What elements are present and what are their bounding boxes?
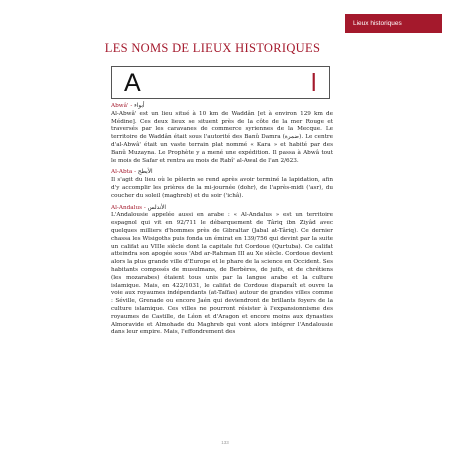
letter-latin: A	[124, 69, 141, 97]
page-number: 133	[221, 440, 229, 445]
letter-header	[111, 66, 330, 99]
entry-heading	[111, 103, 333, 111]
entry-text: Al-Abwâ' est un lieu situé à 10 km de Waddân [et à environ 129 km de Médine]. Ces deux lieux se situent près de la côte de la mer Rouge et traversés par les caravanes de commerce syriennes de la Mecque. Le territoire de Waddân était sous l'autorité des Banû Damra (ضمرة). Le centre d'al-Abwâ' était un vaste terrain plat nommé « Kara » et habité par des Banû Muzayna. Le Prophète y a mené une expédition. Il passa à Abwâ tout le mois de Safar et rentra au mois de Rabî' al-Awal de l'an 2/623.	[111, 110, 333, 164]
page-title: LES NOMS DE LIEUX HISTORIQUES	[104, 41, 321, 55]
entry-heading-latin: Al-Abta -	[111, 169, 137, 176]
section-tag: Lieux historiques	[345, 14, 442, 33]
entry-heading-arabic: الأندلس	[147, 204, 166, 211]
entry-heading-latin: Al-Andalus -	[111, 204, 146, 211]
entry-text: Il s'agit du lieu où le pèlerin se rend après avoir terminé la lapidation, afin d'y accomplir les prières de la mi-journée (dohr), de l'après-midi ('asr), du coucher du soleil (maghreb) et du soir ('ichâ).	[111, 177, 333, 199]
entry-text: L'Andalousie appelée aussi en arabe : « Al-Andalus » est un territoire espagnol qui vit en 92/711 le débarquement de Târiq ibn Ziyâd avec quelques milliers d'hommes près de Gibraltar (Jabal at-Târiq). Ce dernier chassa les Wisigoths puis fonda un émirat en 139/756 qui devint par la suite un califat au VIIIe siècle dont la capitale fut Cordoue (Qurtuba). Ce califat atteindra son apogée sous 'Abd ar-Rahman III au Xe siècle. Cordoue devient alors la plus grande ville d'Europe et le phare de la science en Occident. Ses habitants composés de musulmans, de Berbères, de juifs, et de chrétiens (les mozarabes) étaient tous unis par la langue arabe et la culture islamique. Mais, en 422/1031, le califat de Cordoue disparaît et ouvre la voie aux royaumes indépendants (at-Taïfas) autour de grandes villes comme : Séville, Grenade ou encore Jaén qui deviendront de brillants foyers de la culture islamique. Ces villes ne pourront résister à l'expansionnisme des royaumes de Castille, de Léon et d'Aragon et encore moins aux dynasties Almoravide et Almohade du Maghreb qui vont alors intégrer l'Andalousie dans leur empire. Mais, l'effondrement des	[111, 212, 333, 336]
entry-heading-latin: Abwâ' -	[111, 103, 133, 109]
letter-arabic: ا	[310, 69, 317, 97]
entry-heading	[111, 169, 333, 177]
entry-heading-arabic: أبواء	[134, 103, 145, 109]
entry-heading-arabic: الأبطح	[137, 169, 153, 176]
entries-body	[111, 103, 333, 337]
